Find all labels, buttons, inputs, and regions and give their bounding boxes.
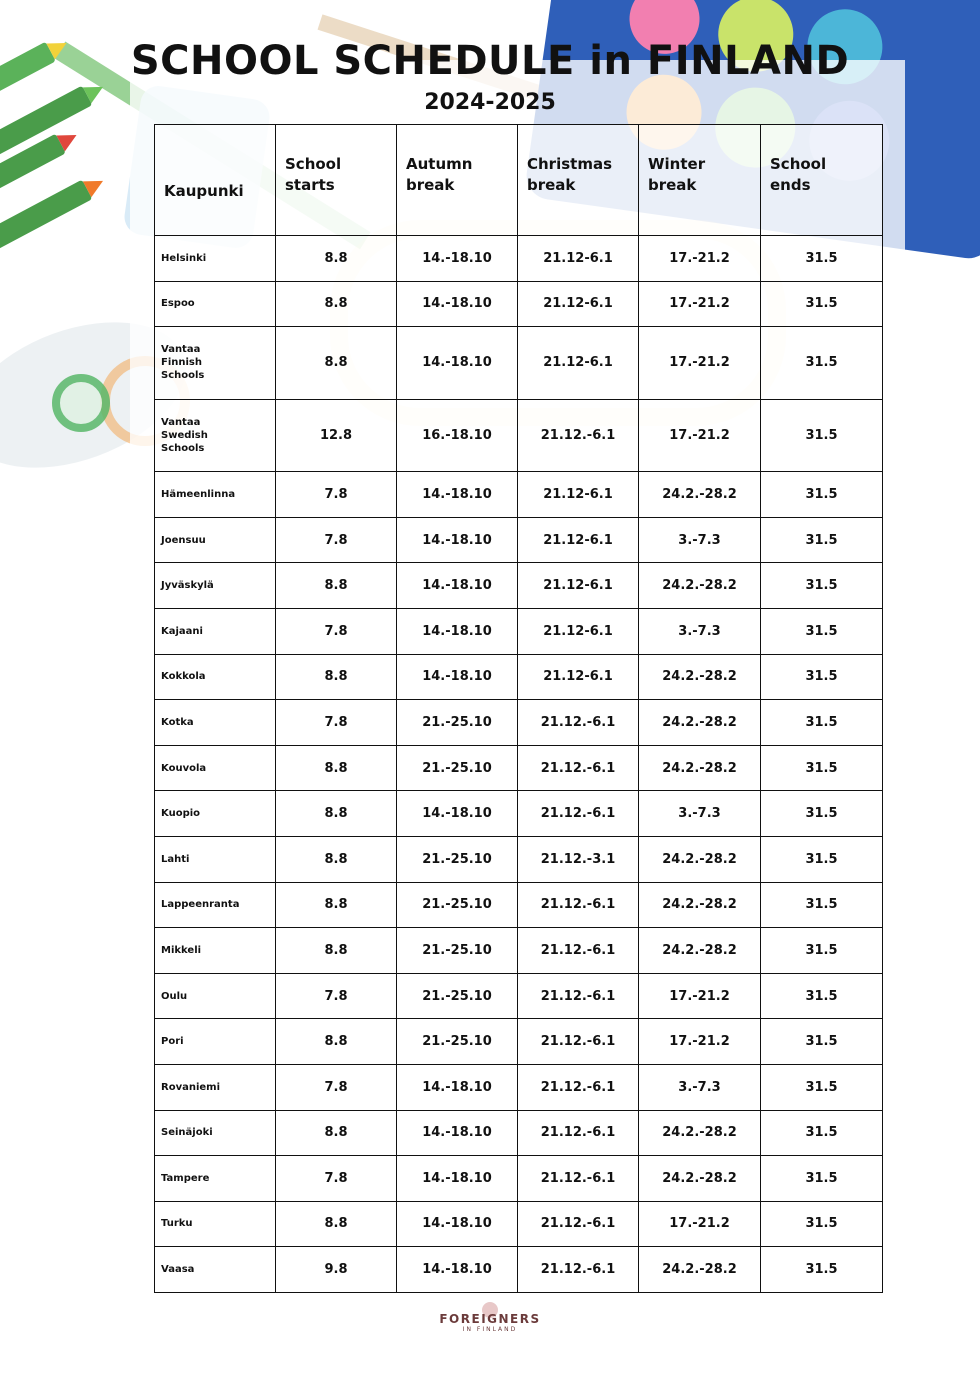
column-header-school-starts: School starts	[276, 125, 397, 236]
table-row	[155, 745, 883, 791]
winter-break-cell: 24.2.-28.2	[639, 1156, 761, 1202]
table-row	[155, 563, 883, 609]
tape-wheel-image	[52, 374, 110, 432]
city-cell: Seinäjoki	[155, 1110, 276, 1156]
christmas-break-cell: 21.12-6.1	[518, 608, 639, 654]
school-ends-cell: 31.5	[761, 791, 883, 837]
school-starts-cell: 7.8	[276, 1064, 397, 1110]
winter-break-cell: 17.-21.2	[639, 281, 761, 327]
school-starts-cell: 8.8	[276, 882, 397, 928]
winter-break-cell: 3.-7.3	[639, 1064, 761, 1110]
school-ends-cell: 31.5	[761, 882, 883, 928]
school-starts-cell: 9.8	[276, 1247, 397, 1293]
table-row	[155, 791, 883, 837]
autumn-break-cell: 16.-18.10	[397, 399, 518, 472]
school-ends-cell: 31.5	[761, 399, 883, 472]
table-row	[155, 472, 883, 518]
city-cell: Helsinki	[155, 236, 276, 282]
table-row	[155, 517, 883, 563]
christmas-break-cell: 21.12.-3.1	[518, 836, 639, 882]
column-header-school-ends: School ends	[761, 125, 883, 236]
autumn-break-cell: 21.-25.10	[397, 882, 518, 928]
table-row	[155, 700, 883, 746]
autumn-break-cell: 14.-18.10	[397, 654, 518, 700]
city-cell: Joensuu	[155, 517, 276, 563]
logo-main-text: FOREIGNERS	[439, 1312, 541, 1326]
city-cell: Lahti	[155, 836, 276, 882]
table-row	[155, 973, 883, 1019]
school-ends-cell: 31.5	[761, 1156, 883, 1202]
table-row	[155, 928, 883, 974]
school-starts-cell: 8.8	[276, 1201, 397, 1247]
table-body	[155, 236, 883, 1293]
city-cell: Rovaniemi	[155, 1064, 276, 1110]
school-starts-cell: 7.8	[276, 1156, 397, 1202]
winter-break-cell: 24.2.-28.2	[639, 700, 761, 746]
school-ends-cell: 31.5	[761, 1019, 883, 1065]
city-cell: Kajaani	[155, 608, 276, 654]
school-starts-cell: 8.8	[276, 1019, 397, 1065]
christmas-break-cell: 21.12.-6.1	[518, 928, 639, 974]
winter-break-cell: 3.-7.3	[639, 517, 761, 563]
school-starts-cell: 12.8	[276, 399, 397, 472]
winter-break-cell: 17.-21.2	[639, 327, 761, 400]
autumn-break-cell: 21.-25.10	[397, 700, 518, 746]
school-starts-cell: 8.8	[276, 236, 397, 282]
table-row	[155, 1247, 883, 1293]
city-cell: Hämeenlinna	[155, 472, 276, 518]
table-row	[155, 281, 883, 327]
crayon-orange-image	[0, 180, 92, 251]
school-ends-cell: 31.5	[761, 654, 883, 700]
table-row	[155, 1019, 883, 1065]
city-cell: Pori	[155, 1019, 276, 1065]
autumn-break-cell: 14.-18.10	[397, 791, 518, 837]
autumn-break-cell: 14.-18.10	[397, 1064, 518, 1110]
school-ends-cell: 31.5	[761, 236, 883, 282]
school-ends-cell: 31.5	[761, 836, 883, 882]
winter-break-cell: 24.2.-28.2	[639, 1110, 761, 1156]
logo-sub-text: IN FINLAND	[462, 1326, 518, 1333]
autumn-break-cell: 14.-18.10	[397, 1156, 518, 1202]
table-row	[155, 236, 883, 282]
table-header-row	[155, 125, 883, 236]
school-starts-cell: 7.8	[276, 608, 397, 654]
christmas-break-cell: 21.12.-6.1	[518, 1019, 639, 1065]
page-subtitle: 2024-2025	[424, 90, 556, 115]
autumn-break-cell: 14.-18.10	[397, 281, 518, 327]
city-cell: Kotka	[155, 700, 276, 746]
school-starts-cell: 8.8	[276, 654, 397, 700]
school-starts-cell: 8.8	[276, 327, 397, 400]
christmas-break-cell: 21.12.-6.1	[518, 973, 639, 1019]
christmas-break-cell: 21.12-6.1	[518, 654, 639, 700]
school-starts-cell: 8.8	[276, 745, 397, 791]
table-row	[155, 1201, 883, 1247]
winter-break-cell: 24.2.-28.2	[639, 472, 761, 518]
school-ends-cell: 31.5	[761, 327, 883, 400]
autumn-break-cell: 14.-18.10	[397, 327, 518, 400]
school-ends-cell: 31.5	[761, 608, 883, 654]
table-row	[155, 327, 883, 400]
city-cell: Kouvola	[155, 745, 276, 791]
christmas-break-cell: 21.12.-6.1	[518, 1201, 639, 1247]
schedule-table	[154, 124, 883, 1293]
winter-break-cell: 17.-21.2	[639, 236, 761, 282]
city-cell: Espoo	[155, 281, 276, 327]
column-header-christmas-break: Christmas break	[518, 125, 639, 236]
winter-break-cell: 24.2.-28.2	[639, 745, 761, 791]
city-cell: Mikkeli	[155, 928, 276, 974]
school-starts-cell: 8.8	[276, 1110, 397, 1156]
school-starts-cell: 8.8	[276, 281, 397, 327]
school-starts-cell: 8.8	[276, 791, 397, 837]
school-ends-cell: 31.5	[761, 281, 883, 327]
city-cell: Tampere	[155, 1156, 276, 1202]
column-header-winter-break: Winter break	[639, 125, 761, 236]
christmas-break-cell: 21.12-6.1	[518, 327, 639, 400]
christmas-break-cell: 21.12-6.1	[518, 236, 639, 282]
christmas-break-cell: 21.12-6.1	[518, 563, 639, 609]
table-row	[155, 1156, 883, 1202]
school-ends-cell: 31.5	[761, 1110, 883, 1156]
winter-break-cell: 17.-21.2	[639, 1201, 761, 1247]
city-cell: Turku	[155, 1201, 276, 1247]
foreigners-in-finland-logo	[0, 1302, 980, 1333]
city-cell: Vantaa Swedish Schools	[155, 399, 276, 472]
city-cell: Lappeenranta	[155, 882, 276, 928]
autumn-break-cell: 14.-18.10	[397, 1110, 518, 1156]
school-starts-cell: 8.8	[276, 836, 397, 882]
christmas-break-cell: 21.12.-6.1	[518, 745, 639, 791]
table-row	[155, 882, 883, 928]
winter-break-cell: 24.2.-28.2	[639, 1247, 761, 1293]
school-ends-cell: 31.5	[761, 973, 883, 1019]
table-row	[155, 654, 883, 700]
christmas-break-cell: 21.12-6.1	[518, 472, 639, 518]
school-starts-cell: 7.8	[276, 700, 397, 746]
city-cell: Vaasa	[155, 1247, 276, 1293]
autumn-break-cell: 14.-18.10	[397, 517, 518, 563]
autumn-break-cell: 21.-25.10	[397, 745, 518, 791]
winter-break-cell: 3.-7.3	[639, 608, 761, 654]
winter-break-cell: 17.-21.2	[639, 973, 761, 1019]
autumn-break-cell: 14.-18.10	[397, 472, 518, 518]
christmas-break-cell: 21.12-6.1	[518, 281, 639, 327]
school-ends-cell: 31.5	[761, 700, 883, 746]
autumn-break-cell: 14.-18.10	[397, 236, 518, 282]
school-ends-cell: 31.5	[761, 472, 883, 518]
autumn-break-cell: 21.-25.10	[397, 973, 518, 1019]
winter-break-cell: 3.-7.3	[639, 791, 761, 837]
christmas-break-cell: 21.12.-6.1	[518, 1064, 639, 1110]
school-ends-cell: 31.5	[761, 517, 883, 563]
school-ends-cell: 31.5	[761, 745, 883, 791]
city-cell: Kokkola	[155, 654, 276, 700]
winter-break-cell: 17.-21.2	[639, 399, 761, 472]
school-ends-cell: 31.5	[761, 563, 883, 609]
autumn-break-cell: 14.-18.10	[397, 1247, 518, 1293]
christmas-break-cell: 21.12-6.1	[518, 517, 639, 563]
christmas-break-cell: 21.12.-6.1	[518, 399, 639, 472]
city-cell: Kuopio	[155, 791, 276, 837]
column-header-autumn-break: Autumn break	[397, 125, 518, 236]
autumn-break-cell: 21.-25.10	[397, 1019, 518, 1065]
christmas-break-cell: 21.12.-6.1	[518, 791, 639, 837]
autumn-break-cell: 21.-25.10	[397, 928, 518, 974]
autumn-break-cell: 21.-25.10	[397, 836, 518, 882]
city-cell: Vantaa Finnish Schools	[155, 327, 276, 400]
christmas-break-cell: 21.12.-6.1	[518, 1247, 639, 1293]
city-cell: Jyväskylä	[155, 563, 276, 609]
school-ends-cell: 31.5	[761, 1064, 883, 1110]
winter-break-cell: 24.2.-28.2	[639, 836, 761, 882]
school-starts-cell: 7.8	[276, 973, 397, 1019]
table-row	[155, 608, 883, 654]
winter-break-cell: 24.2.-28.2	[639, 654, 761, 700]
autumn-break-cell: 14.-18.10	[397, 1201, 518, 1247]
city-cell: Oulu	[155, 973, 276, 1019]
christmas-break-cell: 21.12.-6.1	[518, 1156, 639, 1202]
winter-break-cell: 24.2.-28.2	[639, 882, 761, 928]
school-starts-cell: 8.8	[276, 928, 397, 974]
school-ends-cell: 31.5	[761, 1201, 883, 1247]
school-starts-cell: 7.8	[276, 472, 397, 518]
school-ends-cell: 31.5	[761, 928, 883, 974]
autumn-break-cell: 14.-18.10	[397, 563, 518, 609]
winter-break-cell: 24.2.-28.2	[639, 563, 761, 609]
winter-break-cell: 24.2.-28.2	[639, 928, 761, 974]
table-row	[155, 836, 883, 882]
table-row	[155, 399, 883, 472]
page-title: SCHOOL SCHEDULE in FINLAND	[130, 38, 850, 84]
school-ends-cell: 31.5	[761, 1247, 883, 1293]
autumn-break-cell: 14.-18.10	[397, 608, 518, 654]
school-starts-cell: 8.8	[276, 563, 397, 609]
table-row	[155, 1110, 883, 1156]
christmas-break-cell: 21.12.-6.1	[518, 1110, 639, 1156]
christmas-break-cell: 21.12.-6.1	[518, 882, 639, 928]
school-starts-cell: 7.8	[276, 517, 397, 563]
christmas-break-cell: 21.12.-6.1	[518, 700, 639, 746]
winter-break-cell: 17.-21.2	[639, 1019, 761, 1065]
column-header-city: Kaupunki	[155, 125, 276, 236]
table-row	[155, 1064, 883, 1110]
